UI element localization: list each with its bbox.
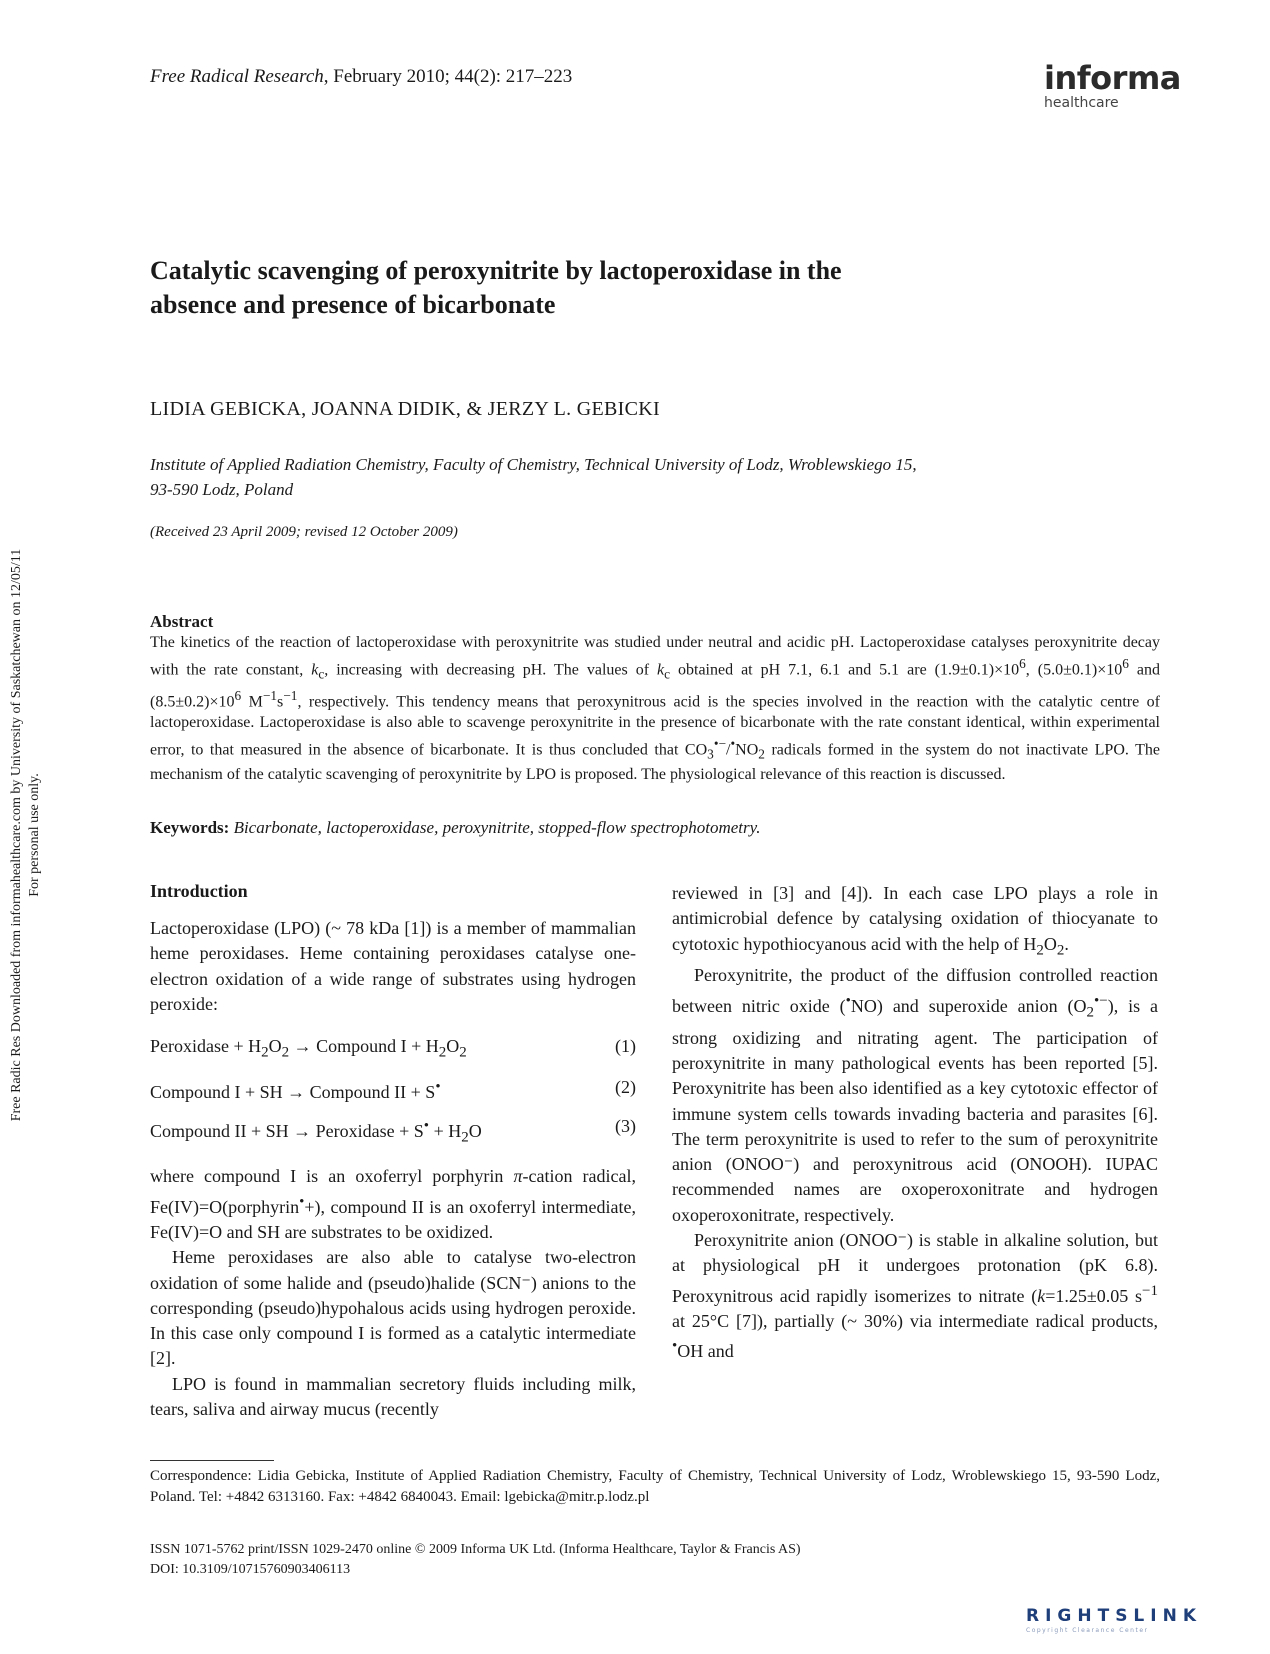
article-title bbox=[150, 254, 1130, 322]
intro-paragraph-6: Peroxynitrite anion (ONOO⁻) is stable in alkaline solution, but at physiological pH it undergoes protonation (pK 6.8). Peroxynitrous acid rapidly isomerizes to nitrate (k=1.25±0.05 $s^{-1}$ at 25°C [7]), partially (~ 30%) via intermediate radical products, •OH and bbox=[672, 1230, 1158, 1362]
equation-3: Compound II + SH → Peroxidase + $S^• + H_2O$ (3) bbox=[150, 1109, 636, 1155]
received-dates: (Received 23 April 2009; revised 12 October 2009) bbox=[150, 524, 458, 540]
introduction-heading: Introduction bbox=[150, 881, 248, 901]
doi-line: DOI: 10.3109/10715760903406113 bbox=[150, 1562, 351, 1577]
intro-paragraph-5: Peroxynitrite, the product of the diffusion controlled reaction between nitric oxide (•NO) and superoxide anion $(O_2^{•-})$, is a strong oxidizing and nitrating agent. The participation of peroxynitrite in many pathological events has been reported [5]. Peroxynitrite has been also identified as a key cytotoxic effector of immune system cells towards invading bacteria and parasites [6]. The term peroxynitrite is used to refer to the sum of peroxynitrite anion (ONOO⁻) and peroxynitrous acid (ONOOH). IUPAC recommended names are oxoperoxonitrate and hydrogen oxoperoxonitrate, respectively. bbox=[672, 965, 1158, 1225]
intro-paragraph-1: Lactoperoxidase (LPO) (~ 78 kDa [1]) is a member of mammalian heme peroxidases. Heme containing peroxidases catalyse one-electron oxidation of a wide range of substrates using hydrogen peroxide: bbox=[150, 918, 636, 1014]
rightslink-sub: Copyright Clearance Center bbox=[1026, 1627, 1149, 1634]
intro-paragraph-4: LPO is found in mammalian secretory fluids including milk, tears, saliva and airway mucus (recently bbox=[150, 1373, 636, 1420]
keywords-label: Keywords: bbox=[150, 818, 230, 837]
equation-1: Peroxidase + $H_2O_2$ → Compound $I + H_2O_2$ (1) bbox=[150, 1029, 636, 1070]
download-notice-line1: Free Radic Res Downloaded from informahealthcare.com by University of Saskatchewan on 12/05/11 bbox=[9, 548, 24, 1122]
abstract-body: The kinetics of the reaction of lactoperoxidase with peroxynitrite was studied under neutral and acidic pH. Lactoperoxidase catalyses peroxynitrite decay with the rate constant, $k_c$, increasing with decreasing pH. The values of $k_c$ obtained at pH 7.1, 6.1 and 5.1 are $(1.9\pm 0.1)\times 10^6$, $(5.0\pm 0.1)\times 10^6$ and $(8.5\pm 0.2)\times 10^6$ $M^{-1}s^{-1}$, respectively. This tendency means that peroxynitrous acid is the species involved in the reaction with the catalytic centre of lactoperoxidase. Lactoperoxidase is also able to scavenge peroxynitrite in the presence of bicarbonate with the rate constant identical, within experimental error, to that measured in the absence of bicarbonate. It is thus concluded that $CO_3^{•-}/^•NO_2$ radicals formed in the system do not inactivate LPO. The mechanism of the catalytic scavenging of peroxynitrite by LPO is proposed. The physiological relevance of this reaction is discussed. bbox=[150, 634, 1161, 784]
authors: LIDIA GEBICKA, JOANNA DIDIK, & JERZY L. GEBICKI bbox=[150, 398, 660, 420]
column-right bbox=[672, 881, 1158, 1365]
correspondence-footnote: Correspondence: Lidia Gebicka, Institute of Applied Radiation Chemistry, Faculty of Chemistry, Technical University of Lodz, Wroblewskiego 15, 93-590 Lodz, Poland. Tel: +4842 6313160. Fax: +4842 6840043. Email: lgebicka@mitr.p.lodz.pl bbox=[150, 1468, 1160, 1505]
equation-2-number: (2) bbox=[615, 1076, 636, 1097]
journal-name: Free Radical Research bbox=[150, 66, 324, 87]
rightslink-logo bbox=[1026, 1608, 1202, 1634]
title-line1: Catalytic scavenging of peroxynitrite by lactoperoxidase in the bbox=[150, 256, 842, 285]
journal-citation bbox=[150, 66, 572, 88]
informa-logo bbox=[1044, 59, 1181, 111]
column-left bbox=[150, 880, 636, 1422]
affiliation-line2: 93-590 Lodz, Poland bbox=[150, 480, 294, 499]
abstract-heading: Abstract bbox=[150, 612, 214, 631]
equations bbox=[150, 1029, 636, 1154]
equation-1-number: (1) bbox=[615, 1036, 636, 1057]
intro-paragraph-4-cont: reviewed in [3] and [4]). In each case LPO plays a role in antimicrobial defence by catalysing oxidation of thiocyanate to cytotoxic hypothiocyanous acid with the help of $H_2O_2$. bbox=[672, 883, 1158, 959]
download-notice-line2: For personal use only. bbox=[27, 773, 42, 897]
logo-main-text: informa bbox=[1044, 59, 1181, 97]
footnote-divider bbox=[150, 1460, 274, 1461]
journal-issue: , February 2010; 44(2): 217–223 bbox=[323, 66, 573, 87]
keywords-text: Bicarbonate, lactoperoxidase, peroxynitrite, stopped-flow spectrophotometry. bbox=[233, 818, 761, 837]
rightslink-main: RIGHTSLINK bbox=[1026, 1606, 1202, 1626]
equation-3-number: (3) bbox=[615, 1115, 636, 1136]
keywords bbox=[150, 818, 760, 838]
download-notice bbox=[0, 490, 60, 1190]
issn-line: ISSN 1071-5762 print/ISSN 1029-2470 online © 2009 Informa UK Ltd. (Informa Healthcare, Taylor & Francis AS) bbox=[150, 1542, 801, 1557]
publication-info bbox=[150, 1540, 801, 1580]
affiliation bbox=[150, 452, 1050, 502]
intro-paragraph-3: Heme peroxidases are also able to catalyse two-electron oxidation of some halide and (pseudo)halide (SCN⁻) anions to the corresponding (pseudo)hypohalous acids using hydrogen peroxide. In this case only compound I is formed as a catalytic intermediate [2]. bbox=[150, 1247, 636, 1369]
title-line2: absence and presence of bicarbonate bbox=[150, 290, 556, 319]
intro-paragraph-2: where compound I is an oxoferryl porphyrin π-cation radical, Fe(IV)=O(porphyrin•+), compound II is an oxoferryl intermediate, Fe(IV)=O and SH are substrates to be oxidized. bbox=[150, 1166, 636, 1242]
equation-2: Compound I + SH → Compound II + S• (2) bbox=[150, 1070, 636, 1109]
affiliation-line1: Institute of Applied Radiation Chemistry, Faculty of Chemistry, Technical University of Lodz, Wroblewskiego 15, bbox=[150, 455, 917, 474]
logo-sub-text: healthcare bbox=[1044, 95, 1119, 111]
